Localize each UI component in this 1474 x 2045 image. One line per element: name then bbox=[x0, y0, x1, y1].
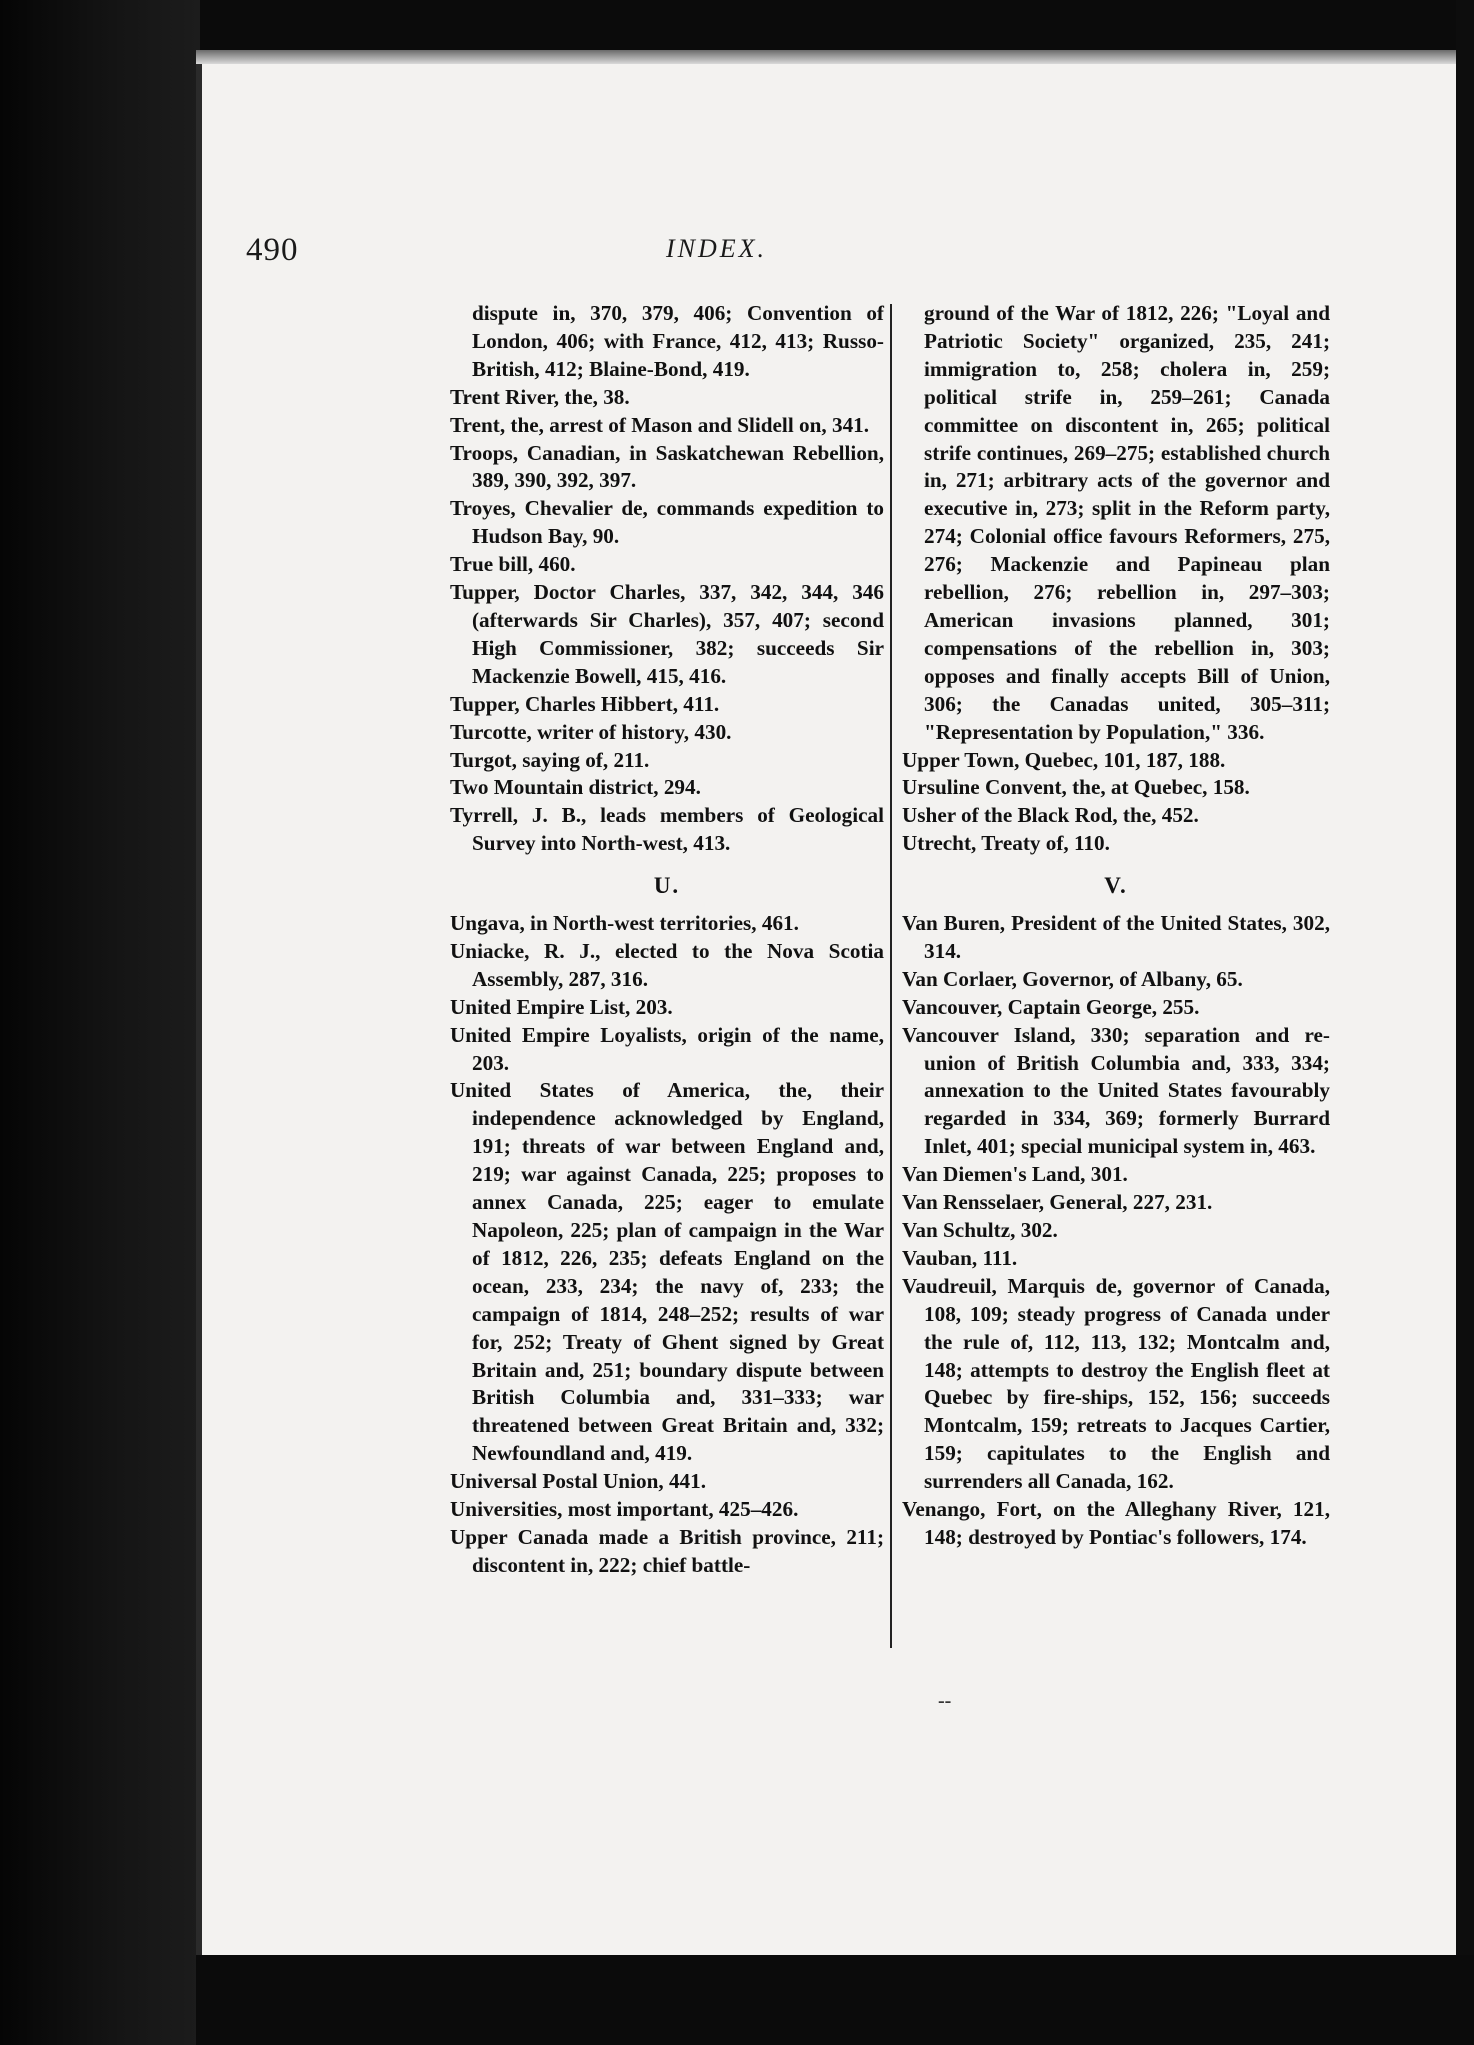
index-entry: Tupper, Charles Hibbert, 411. bbox=[450, 691, 720, 716]
index-entry: Upper Town, Quebec, 101, 187, 188. bbox=[902, 747, 1226, 772]
column-divider bbox=[890, 304, 892, 1648]
index-entry: Universities, most important, 425–426. bbox=[450, 1497, 799, 1522]
index-entry: Venango, Fort, on the Alleghany River, 121, 148; destroyed by Pontiac's followers, 174. bbox=[902, 1497, 1330, 1549]
index-entry: ground of the War of 1812, 226; "Loyal and Patriotic Society" organized, 235, 241; immigration to, 258; cholera in, 259; political strife in, 259–261; Canada committee on discontent in, 265; political strife continues, 269–275; established church in, 271; arbitrary acts of the governor and executive in, 273; split in the Reform party, 274; Colonial office favours Reformers, 275, 276; Mackenzie and Papineau plan rebellion, 276; rebellion in, 297–303; American invasions planned, 301; compensations of the rebellion in, 303; opposes and finally accepts Bill of Union, 306; the Canadas united, 305–311; "Representation by Population," 336. bbox=[924, 301, 1330, 744]
index-entry: Vancouver, Captain George, 255. bbox=[902, 994, 1200, 1019]
scan-border-left bbox=[0, 0, 200, 2045]
index-entry: Van Buren, President of the United States, 302, 314. bbox=[902, 911, 1330, 963]
index-entry: United Empire List, 203. bbox=[450, 994, 673, 1019]
index-entry: United States of America, the, their independence acknowledged by England, 191; threats of war between England and, 219; war against Canada, 225; proposes to annex Canada, 225; eager to emulate Napoleon, 225; plan of campaign in the War of 1812, 226, 235; defeats England on the ocean, 233, 234; the navy of, 233; the campaign of 1814, 248–252; results of war for, 252; Treaty of Ghent signed by Great Britain and, 251; boundary dispute between British Columbia and, 331–333; war threatened between Great Britain and, 332; Newfoundland and, 419. bbox=[450, 1078, 884, 1466]
index-entry: Van Rensselaer, General, 227, 231. bbox=[902, 1190, 1213, 1215]
index-entry: United Empire Loyalists, origin of the name, 203. bbox=[450, 1022, 884, 1075]
index-entry: Utrecht, Treaty of, 110. bbox=[902, 831, 1110, 856]
footer-mark: -- bbox=[938, 1690, 952, 1712]
index-entry: Tyrrell, J. B., leads members of Geological Survey into North-west, 413. bbox=[450, 803, 884, 856]
index-entry: Van Corlaer, Governor, of Albany, 65. bbox=[902, 966, 1243, 991]
section-heading-v: V. bbox=[1104, 873, 1128, 899]
index-entry: Uniacke, R. J., elected to the Nova Scotia Assembly, 287, 316. bbox=[450, 938, 884, 991]
index-column-left bbox=[450, 300, 884, 1580]
index-entry: Usher of the Black Rod, the, 452. bbox=[902, 803, 1199, 828]
index-entry: Vancouver Island, 330; separation and re-union of British Columbia and, 333, 334; annexation to the United States favourably regarded in 334, 369; formerly Burrard Inlet, 401; special municipal system in, 463. bbox=[902, 1022, 1330, 1159]
scan-border-bottom bbox=[196, 1955, 1474, 2045]
index-entry: Vaudreuil, Marquis de, governor of Canada, 108, 109; steady progress of Canada under the rule of, 112, 113, 132; Montcalm and, 148; attempts to destroy the English fleet at Quebec by fire-ships, 152, 156; succeeds Montcalm, 159; retreats to Jacques Cartier, 159; capitulates to the English and surrenders all Canada, 162. bbox=[902, 1273, 1330, 1494]
page-header bbox=[246, 232, 946, 282]
index-column-right bbox=[902, 300, 1330, 1552]
index-entry: Troyes, Chevalier de, commands expedition to Hudson Bay, 90. bbox=[450, 496, 884, 549]
page-top-edge bbox=[196, 50, 1456, 64]
index-entry: Van Diemen's Land, 301. bbox=[902, 1162, 1128, 1187]
index-entry: Van Schultz, 302. bbox=[902, 1218, 1058, 1242]
index-entry: Two Mountain district, 294. bbox=[450, 775, 701, 800]
index-entry: Turgot, saying of, 211. bbox=[450, 747, 650, 772]
index-entry: Upper Canada made a British province, 211; discontent in, 222; chief battle- bbox=[450, 1524, 884, 1577]
index-entry: Vauban, 111. bbox=[902, 1245, 1018, 1270]
index-entry: Trent River, the, 38. bbox=[450, 384, 630, 409]
index-entry: True bill, 460. bbox=[450, 552, 576, 577]
index-entry: Tupper, Doctor Charles, 337, 342, 344, 346 (afterwards Sir Charles), 357, 407; second High Commissioner, 382; succeeds Sir Mackenzie Bowell, 415, 416. bbox=[450, 580, 884, 688]
running-head: INDEX. bbox=[666, 234, 768, 263]
index-entry: Ursuline Convent, the, at Quebec, 158. bbox=[902, 775, 1250, 800]
index-entry: Universal Postal Union, 441. bbox=[450, 1469, 707, 1494]
page-number: 490 bbox=[246, 232, 299, 268]
index-entry: Trent, the, arrest of Mason and Slidell on, 341. bbox=[450, 412, 870, 437]
section-heading-u: U. bbox=[653, 873, 681, 899]
index-entry: dispute in, 370, 379, 406; Convention of London, 406; with France, 412, 413; Russo-British, 412; Blaine-Bond, 419. bbox=[472, 301, 884, 381]
scan-border-right bbox=[1456, 0, 1474, 2045]
index-entry: Troops, Canadian, in Saskatchewan Rebellion, 389, 390, 392, 397. bbox=[450, 440, 884, 493]
index-entry: Turcotte, writer of history, 430. bbox=[450, 719, 732, 744]
index-entry: Ungava, in North-west territories, 461. bbox=[450, 911, 799, 936]
